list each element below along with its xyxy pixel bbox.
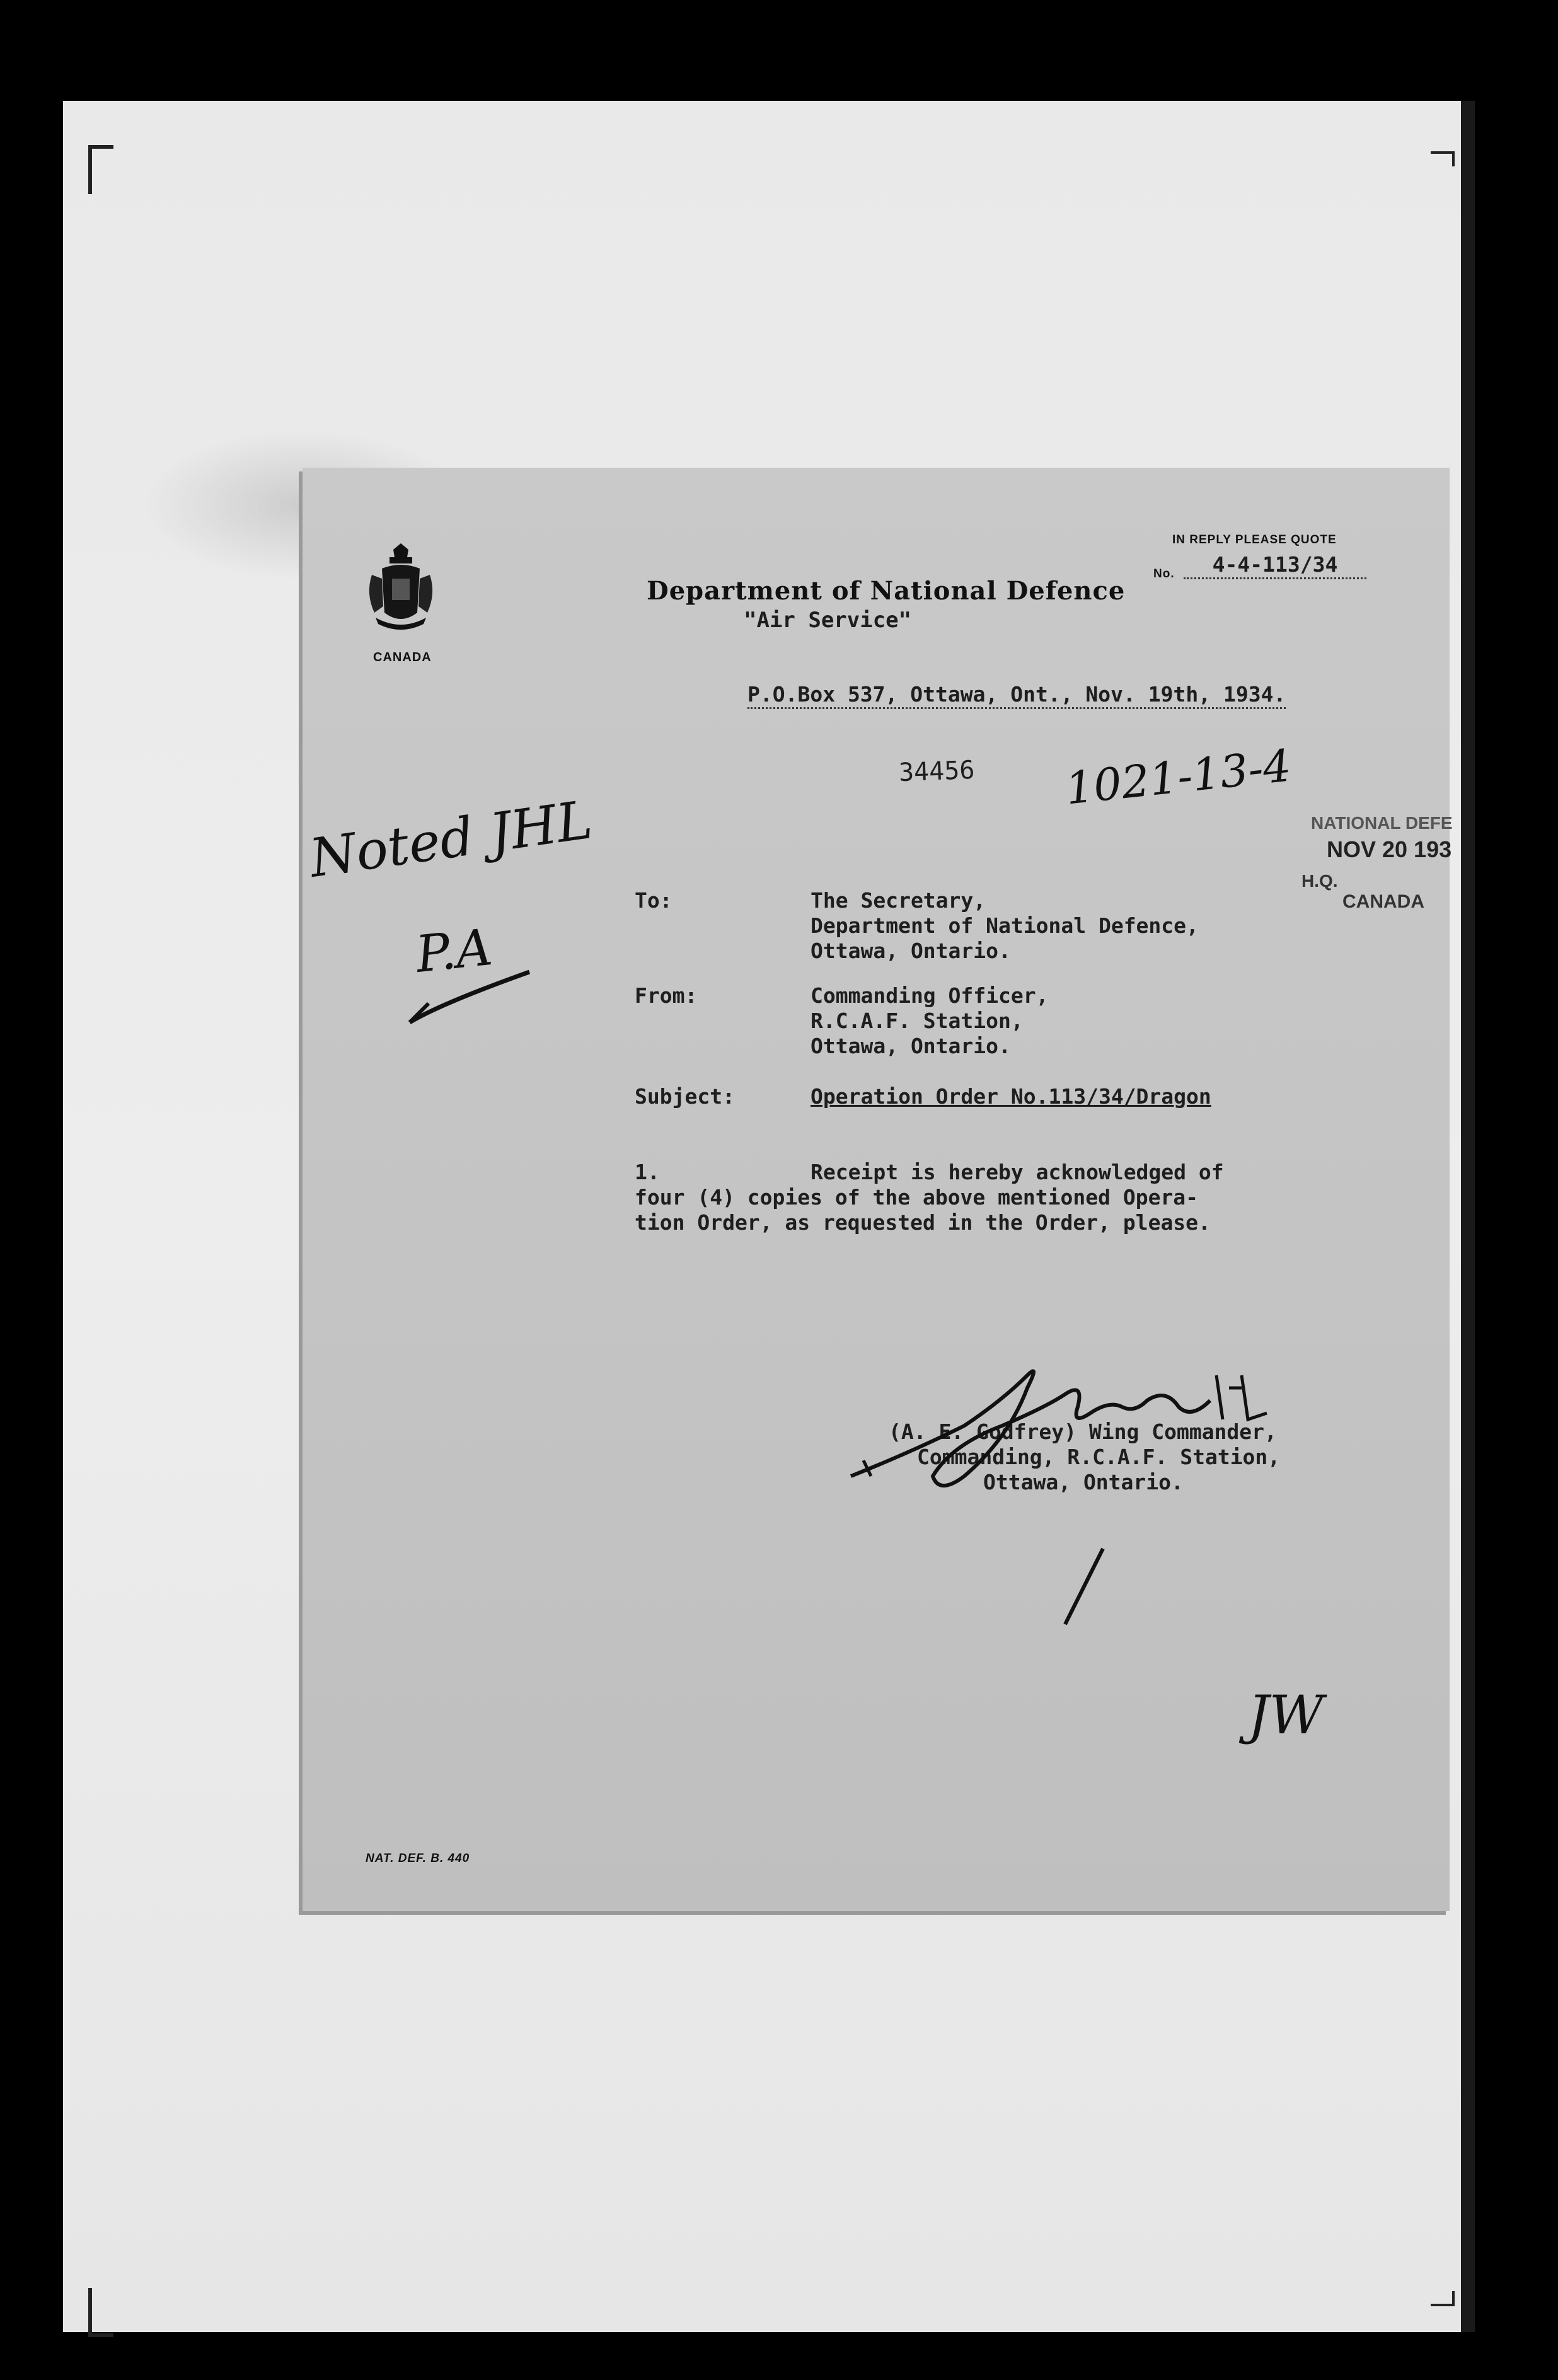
crop-mark-top-left xyxy=(88,145,113,194)
handwritten-signature xyxy=(838,1350,1279,1495)
crop-mark-top-right xyxy=(1431,151,1455,166)
letter-page xyxy=(303,468,1453,1911)
service-name: "Air Service" xyxy=(744,608,912,633)
handwritten-initials: JW xyxy=(1248,1684,1324,1746)
reply-label: IN REPLY PLEASE QUOTE xyxy=(1172,533,1337,546)
body-line-3: tion Order, as requested in the Order, please. xyxy=(635,1210,1211,1235)
received-stamp-line1: NATIONAL DEFE xyxy=(1311,813,1453,833)
film-edge xyxy=(1461,101,1475,2332)
address-date-line: P.O.Box 537, Ottawa, Ont., Nov. 19th, 1934. xyxy=(747,682,1286,709)
from-line-1: Commanding Officer, xyxy=(811,983,1049,1008)
pa-check-stroke xyxy=(403,959,542,1029)
subject-value: Operation Order No.113/34/Dragon xyxy=(811,1084,1211,1109)
body-line-2: four (4) copies of the above mentioned Opera- xyxy=(635,1185,1199,1210)
from-line-3: Ottawa, Ontario. xyxy=(811,1034,1011,1058)
received-stamp-hq: H.Q. xyxy=(1301,871,1338,891)
subject-label: Subject: xyxy=(635,1084,735,1109)
tick-mark xyxy=(1059,1545,1109,1627)
received-stamp-date: NOV 20 193 xyxy=(1327,836,1452,862)
crop-mark-bottom-right xyxy=(1431,2291,1455,2306)
signature-line-2: Commanding, R.C.A.F. Station, xyxy=(917,1445,1281,1469)
stamped-file-number: 34456 xyxy=(898,755,976,788)
signature-line-1: (A. E. Godfrey) Wing Commander, xyxy=(889,1419,1277,1444)
from-label: From: xyxy=(635,983,698,1008)
reply-number: 4-4-113/34 xyxy=(1184,552,1366,579)
to-label: To: xyxy=(635,888,672,913)
crest-label: CANADA xyxy=(373,650,432,664)
to-line-2: Department of National Defence, xyxy=(811,913,1199,938)
to-line-1: The Secretary, xyxy=(811,888,986,913)
to-line-3: Ottawa, Ontario. xyxy=(811,939,1011,963)
form-number: NAT. DEF. B. 440 xyxy=(366,1852,470,1865)
department-heading: Department of National Defence xyxy=(647,576,1126,606)
crop-mark-bottom-left xyxy=(88,2288,113,2337)
pa-margin-note: P.A xyxy=(413,917,495,985)
noted-margin-note: Noted JHL xyxy=(306,789,596,889)
canada-crest-icon xyxy=(363,543,439,644)
received-stamp-canada: CANADA xyxy=(1342,891,1424,912)
handwritten-file-number: 1021-13-4 xyxy=(1063,739,1294,815)
from-line-2: R.C.A.F. Station, xyxy=(811,1008,1024,1033)
signature-line-3: Ottawa, Ontario. xyxy=(983,1470,1184,1494)
paragraph-number: 1. xyxy=(635,1160,660,1184)
reply-no-label: No. xyxy=(1153,567,1175,581)
body-line-1: Receipt is hereby acknowledged of xyxy=(811,1160,1224,1184)
